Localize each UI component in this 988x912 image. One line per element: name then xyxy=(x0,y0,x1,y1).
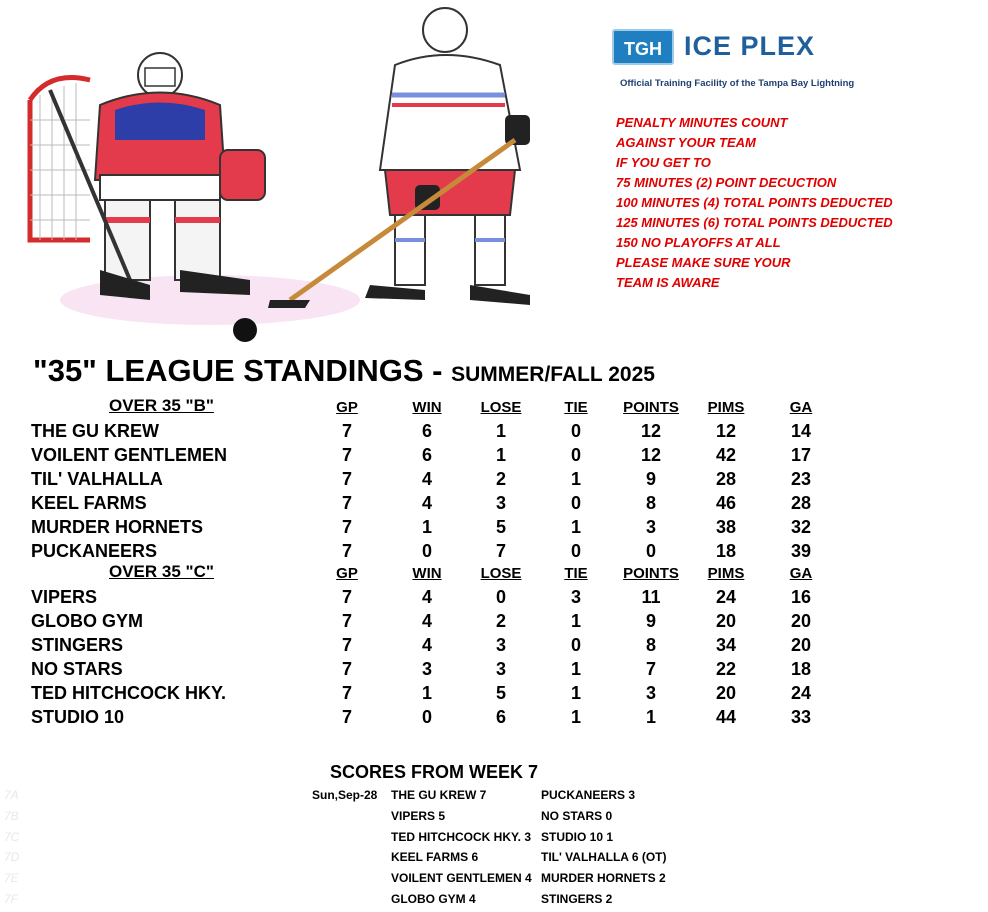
stat-points: 7 xyxy=(645,659,657,679)
team-name: THE GU KREW xyxy=(31,421,159,441)
score-line xyxy=(0,871,988,891)
notice-line: PENALTY MINUTES COUNT xyxy=(616,115,788,130)
game-id: 7D xyxy=(4,850,20,865)
stat-pims: 28 xyxy=(715,469,737,489)
division-header xyxy=(0,562,988,586)
stat-ga: 20 xyxy=(790,635,812,655)
away-team-score: TIL' VALHALLA 6 (OT) xyxy=(541,850,667,865)
team-name: KEEL FARMS xyxy=(31,493,147,513)
stat-points: 8 xyxy=(645,493,657,513)
stat-lose: 7 xyxy=(495,541,507,561)
stat-pims: 12 xyxy=(715,421,737,441)
column-header: POINTS xyxy=(623,399,679,416)
goalie-icon xyxy=(50,53,265,300)
stat-points: 8 xyxy=(645,635,657,655)
stat-win: 0 xyxy=(421,707,433,727)
stat-win: 0 xyxy=(421,541,433,561)
stat-lose: 2 xyxy=(495,611,507,631)
stat-lose: 5 xyxy=(495,517,507,537)
penalty-notice xyxy=(616,113,893,293)
column-header: POINTS xyxy=(623,565,679,582)
team-name: STUDIO 10 xyxy=(31,707,125,727)
stat-points: 11 xyxy=(641,587,661,607)
column-header: TIE xyxy=(564,399,588,416)
stat-gp: 7 xyxy=(341,493,353,513)
stat-ga: 18 xyxy=(790,659,812,679)
team-name: VIPERS xyxy=(31,587,98,607)
stat-win: 4 xyxy=(421,493,433,513)
stat-tie: 1 xyxy=(570,611,582,631)
stat-tie: 0 xyxy=(570,541,582,561)
game-id: 7F xyxy=(4,892,19,906)
page-title xyxy=(33,353,655,389)
stat-gp: 7 xyxy=(341,635,353,655)
stat-win: 4 xyxy=(421,469,433,489)
title-separator: - xyxy=(423,353,452,388)
game-id: 7B xyxy=(4,808,19,823)
stat-ga: 16 xyxy=(790,587,812,607)
stat-lose: 3 xyxy=(495,635,507,655)
stat-points: 3 xyxy=(645,683,657,703)
column-header: GA xyxy=(789,399,813,416)
stat-gp: 7 xyxy=(341,587,353,607)
team-name: MURDER HORNETS xyxy=(31,517,204,537)
stat-ga: 32 xyxy=(790,517,812,537)
stat-pims: 38 xyxy=(715,517,737,537)
stat-tie: 0 xyxy=(570,493,582,513)
table-row xyxy=(0,421,988,445)
stat-tie: 0 xyxy=(570,445,582,465)
stat-points: 1 xyxy=(645,707,657,727)
notice-line: 125 MINUTES (6) TOTAL POINTS DEDUCTED xyxy=(616,215,893,230)
stat-tie: 1 xyxy=(570,469,582,489)
title-main: "35" LEAGUE STANDINGS xyxy=(33,353,424,388)
home-team-score: TED HITCHCOCK HKY. 3 xyxy=(391,829,532,844)
table-row xyxy=(0,469,988,493)
table-row xyxy=(0,587,988,611)
notice-line: TEAM IS AWARE xyxy=(616,275,720,290)
logo-tagline: Official Training Facility of the Tampa Bay Lightning xyxy=(620,78,855,89)
stat-gp: 7 xyxy=(341,469,353,489)
stat-win: 3 xyxy=(421,659,433,679)
stat-win: 1 xyxy=(421,683,433,703)
stat-tie: 1 xyxy=(570,659,582,679)
stat-pims: 46 xyxy=(715,493,737,513)
notice-line: AGAINST YOUR TEAM xyxy=(616,135,756,150)
game-date: Sun,Sep-28 xyxy=(312,788,378,802)
stat-points: 0 xyxy=(645,541,657,561)
table-row xyxy=(0,635,988,659)
stat-gp: 7 xyxy=(341,541,353,561)
stat-pims: 42 xyxy=(715,445,737,465)
column-header: GP xyxy=(336,565,358,582)
skater-icon xyxy=(268,8,530,308)
stat-pims: 18 xyxy=(715,541,737,561)
score-line xyxy=(0,892,988,912)
home-team-score: VIPERS 5 xyxy=(391,808,446,823)
column-header: WIN xyxy=(412,565,442,582)
home-team-score: THE GU KREW 7 xyxy=(391,788,487,802)
stat-ga: 39 xyxy=(790,541,812,561)
stat-ga: 23 xyxy=(790,469,812,489)
stat-ga: 33 xyxy=(790,707,812,727)
game-id: 7C xyxy=(4,829,20,844)
stat-win: 1 xyxy=(421,517,433,537)
stat-tie: 1 xyxy=(570,517,582,537)
hockey-players-illustration xyxy=(20,0,600,350)
stat-points: 12 xyxy=(640,445,662,465)
table-row xyxy=(0,493,988,517)
stat-ga: 14 xyxy=(790,421,812,441)
column-header: TIE xyxy=(564,565,588,582)
stat-pims: 44 xyxy=(715,707,737,727)
stat-points: 12 xyxy=(640,421,662,441)
stat-points: 9 xyxy=(645,469,657,489)
stat-ga: 24 xyxy=(790,683,812,703)
stat-points: 9 xyxy=(645,611,657,631)
puck-icon xyxy=(233,318,257,342)
column-header: GA xyxy=(789,565,813,582)
table-row xyxy=(0,445,988,469)
stat-tie: 0 xyxy=(570,421,582,441)
stat-gp: 7 xyxy=(341,517,353,537)
stat-pims: 24 xyxy=(715,587,737,607)
stat-gp: 7 xyxy=(341,659,353,679)
scores-title: SCORES FROM WEEK 7 xyxy=(330,762,539,782)
team-name: VOILENT GENTLEMEN xyxy=(31,445,228,465)
game-id: 7E xyxy=(4,871,19,886)
home-team-score: GLOBO GYM 4 xyxy=(391,892,476,906)
stat-lose: 6 xyxy=(495,707,507,727)
ice-plex-logo xyxy=(612,27,882,97)
division-header xyxy=(0,396,988,420)
team-name: TED HITCHCOCK HKY. xyxy=(31,683,227,703)
score-line xyxy=(0,809,988,829)
stat-lose: 0 xyxy=(495,587,507,607)
stat-win: 6 xyxy=(421,445,433,465)
table-row xyxy=(0,517,988,541)
stat-lose: 3 xyxy=(495,493,507,513)
table-row xyxy=(0,611,988,635)
tgh-badge: TGH xyxy=(612,29,674,65)
notice-line: 75 MINUTES (2) POINT DECUCTION xyxy=(616,175,837,190)
column-header: PIMS xyxy=(707,565,745,582)
table-row xyxy=(0,683,988,707)
notice-line: PLEASE MAKE SURE YOUR xyxy=(616,255,791,270)
stat-lose: 1 xyxy=(495,445,507,465)
column-header: LOSE xyxy=(480,399,522,416)
stat-lose: 1 xyxy=(495,421,507,441)
stat-points: 3 xyxy=(645,517,657,537)
away-team-score: STUDIO 10 1 xyxy=(541,829,614,844)
division-name: OVER 35 "C" xyxy=(109,562,214,581)
stat-ga: 20 xyxy=(790,611,812,631)
notice-line: 100 MINUTES (4) TOTAL POINTS DEDUCTED xyxy=(616,195,893,210)
team-name: PUCKANEERS xyxy=(31,541,158,561)
stat-pims: 20 xyxy=(715,611,737,631)
score-line xyxy=(0,788,988,808)
home-team-score: KEEL FARMS 6 xyxy=(391,850,479,865)
stat-pims: 22 xyxy=(715,659,737,679)
stat-gp: 7 xyxy=(341,445,353,465)
brand-name: ICE PLEX xyxy=(684,31,816,61)
home-team-score: VOILENT GENTLEMEN 4 xyxy=(391,871,532,886)
away-team-score: MURDER HORNETS 2 xyxy=(541,871,666,886)
team-name: NO STARS xyxy=(31,659,123,679)
stat-tie: 3 xyxy=(570,587,582,607)
stat-gp: 7 xyxy=(341,611,353,631)
stat-gp: 7 xyxy=(341,707,353,727)
table-row xyxy=(0,707,988,731)
notice-line: IF YOU GET TO xyxy=(616,155,711,170)
team-name: GLOBO GYM xyxy=(31,611,143,631)
title-season: SUMMER/FALL 2025 xyxy=(451,363,655,386)
column-header: WIN xyxy=(412,399,442,416)
stat-gp: 7 xyxy=(341,421,353,441)
team-name: STINGERS xyxy=(31,635,124,655)
stat-ga: 17 xyxy=(790,445,812,465)
stat-win: 4 xyxy=(421,635,433,655)
score-line xyxy=(0,830,988,850)
stat-win: 6 xyxy=(421,421,433,441)
away-team-score: STINGERS 2 xyxy=(541,892,613,906)
stat-lose: 2 xyxy=(495,469,507,489)
column-header: LOSE xyxy=(480,565,522,582)
score-line xyxy=(0,850,988,870)
stat-win: 4 xyxy=(421,611,433,631)
notice-line: 150 NO PLAYOFFS AT ALL xyxy=(616,235,781,250)
team-name: TIL' VALHALLA xyxy=(31,469,163,489)
stat-lose: 3 xyxy=(495,659,507,679)
column-header: PIMS xyxy=(707,399,745,416)
table-row xyxy=(0,659,988,683)
stat-tie: 0 xyxy=(570,635,582,655)
stat-tie: 1 xyxy=(570,707,582,727)
game-id: 7A xyxy=(4,788,19,802)
stat-tie: 1 xyxy=(570,683,582,703)
stat-pims: 34 xyxy=(715,635,737,655)
stat-ga: 28 xyxy=(790,493,812,513)
division-name: OVER 35 "B" xyxy=(109,396,214,415)
column-header: GP xyxy=(336,399,358,416)
away-team-score: PUCKANEERS 3 xyxy=(541,788,636,802)
stat-lose: 5 xyxy=(495,683,507,703)
stat-win: 4 xyxy=(421,587,433,607)
stat-gp: 7 xyxy=(341,683,353,703)
stat-pims: 20 xyxy=(715,683,737,703)
away-team-score: NO STARS 0 xyxy=(541,808,613,823)
